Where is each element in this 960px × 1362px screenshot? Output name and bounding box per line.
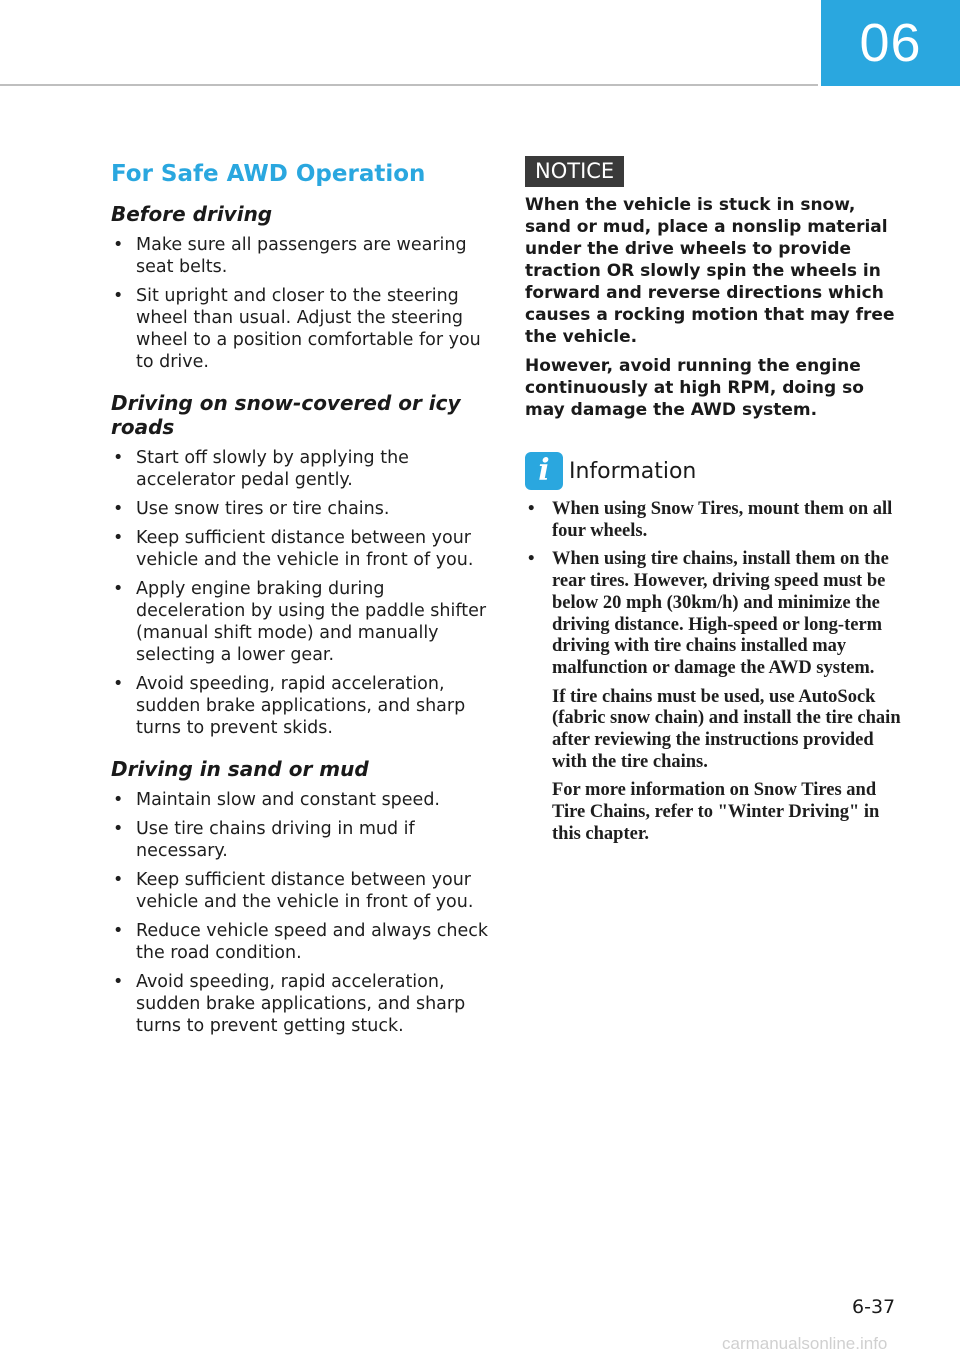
list-item	[111, 498, 489, 520]
page-number: 6-37	[852, 1296, 896, 1318]
list-item	[111, 920, 489, 964]
bullet-icon: •	[113, 972, 124, 992]
list-item	[111, 818, 489, 862]
list-item-text: Apply engine braking during deceleration by using the paddle shifter (manual shift mode) and manually selecting a lower gear.	[136, 579, 487, 665]
bullet-icon: •	[528, 549, 535, 570]
list-item-text: Maintain slow and constant speed.	[136, 790, 440, 810]
bullet-list-before-driving	[111, 234, 489, 373]
bullet-icon: •	[113, 448, 124, 468]
list-item	[111, 869, 489, 913]
list-item	[111, 234, 489, 278]
list-item-text: When using Snow Tires, mount them on all four wheels.	[552, 499, 893, 541]
list-item	[111, 971, 489, 1037]
list-item-text: Start off slowly by applying the accelerator pedal gently.	[136, 448, 409, 490]
list-item	[111, 285, 489, 373]
subheading-snow-icy-roads: Driving on snow-covered or icy roads	[111, 391, 461, 439]
list-item	[525, 549, 905, 845]
list-item-text: Make sure all passengers are wearing seat belts.	[136, 235, 467, 277]
section-title: For Safe AWD Operation	[111, 161, 426, 187]
list-item	[111, 578, 489, 666]
list-item-text: Use snow tires or tire chains.	[136, 499, 390, 519]
list-item-text: Keep sufficient distance between your vehicle and the vehicle in front of you.	[136, 870, 474, 912]
bullet-icon: •	[113, 286, 124, 306]
list-item-paragraph: If tire chains must be used, use AutoSock (fabric snow chain) and install the tire chain after reviewing the instructions provided with the tire chains.	[552, 686, 901, 772]
notice-paragraph: However, avoid running the engine continuously at high RPM, doing so may damage the AWD system.	[525, 356, 864, 420]
left-column	[111, 158, 489, 1055]
information-header	[525, 451, 905, 491]
subheading-before-driving: Before driving	[111, 202, 273, 226]
bullet-icon: •	[113, 528, 124, 548]
list-item-text: Use tire chains driving in mud if necessary.	[136, 819, 415, 861]
list-item-text: Avoid speeding, rapid acceleration, sudden brake applications, and sharp turns to prevent getting stuck.	[136, 972, 466, 1036]
subheading-sand-mud: Driving in sand or mud	[111, 757, 369, 781]
list-item	[111, 673, 489, 739]
list-item	[111, 789, 489, 811]
bullet-list-sand-mud	[111, 789, 489, 1037]
list-item-text: When using tire chains, install them on the rear tires. However, driving speed must be below 20 mph (30km/h) and minimize the driving distance. High-speed or long-term driving with tire chains installed may malfunction or damage the AWD system.	[552, 549, 889, 678]
information-list	[525, 499, 905, 846]
bullet-icon: •	[528, 499, 535, 519]
chapter-number-tab: 06	[821, 0, 960, 86]
bullet-icon: •	[113, 819, 124, 839]
bullet-icon: •	[113, 674, 124, 694]
right-column	[525, 156, 905, 853]
notice-label: NOTICE	[525, 156, 624, 187]
list-item-paragraph: For more information on Snow Tires and Tire Chains, refer to "Winter Driving" in this chapter.	[552, 780, 880, 844]
bullet-icon: •	[113, 235, 124, 255]
bullet-icon: •	[113, 790, 124, 810]
list-item	[111, 447, 489, 491]
bullet-icon: •	[113, 579, 124, 599]
notice-paragraph: When the vehicle is stuck in snow, sand or mud, place a nonslip material under the drive wheels to provide traction OR slowly spin the wheels in forward and reverse directions which causes a rocking motion that may free the vehicle.	[525, 195, 895, 347]
list-item-text: Sit upright and closer to the steering wheel than usual. Adjust the steering wheel to a position comfortable for you to drive.	[136, 286, 481, 372]
list-item-text: Keep sufficient distance between your vehicle and the vehicle in front of you.	[136, 528, 474, 570]
list-item	[525, 499, 905, 542]
list-item-text: Reduce vehicle speed and always check the road condition.	[136, 921, 488, 963]
watermark: carmanualsonline.info	[722, 1334, 888, 1353]
bullet-icon: •	[113, 921, 124, 941]
header-rule	[0, 84, 818, 86]
list-item	[111, 527, 489, 571]
info-icon: i	[525, 452, 563, 490]
bullet-list-snow-icy-roads	[111, 447, 489, 739]
information-title: Information	[569, 458, 697, 484]
bullet-icon: •	[113, 499, 124, 519]
list-item-text: Avoid speeding, rapid acceleration, sudden brake applications, and sharp turns to prevent skids.	[136, 674, 466, 738]
bullet-icon: •	[113, 870, 124, 890]
